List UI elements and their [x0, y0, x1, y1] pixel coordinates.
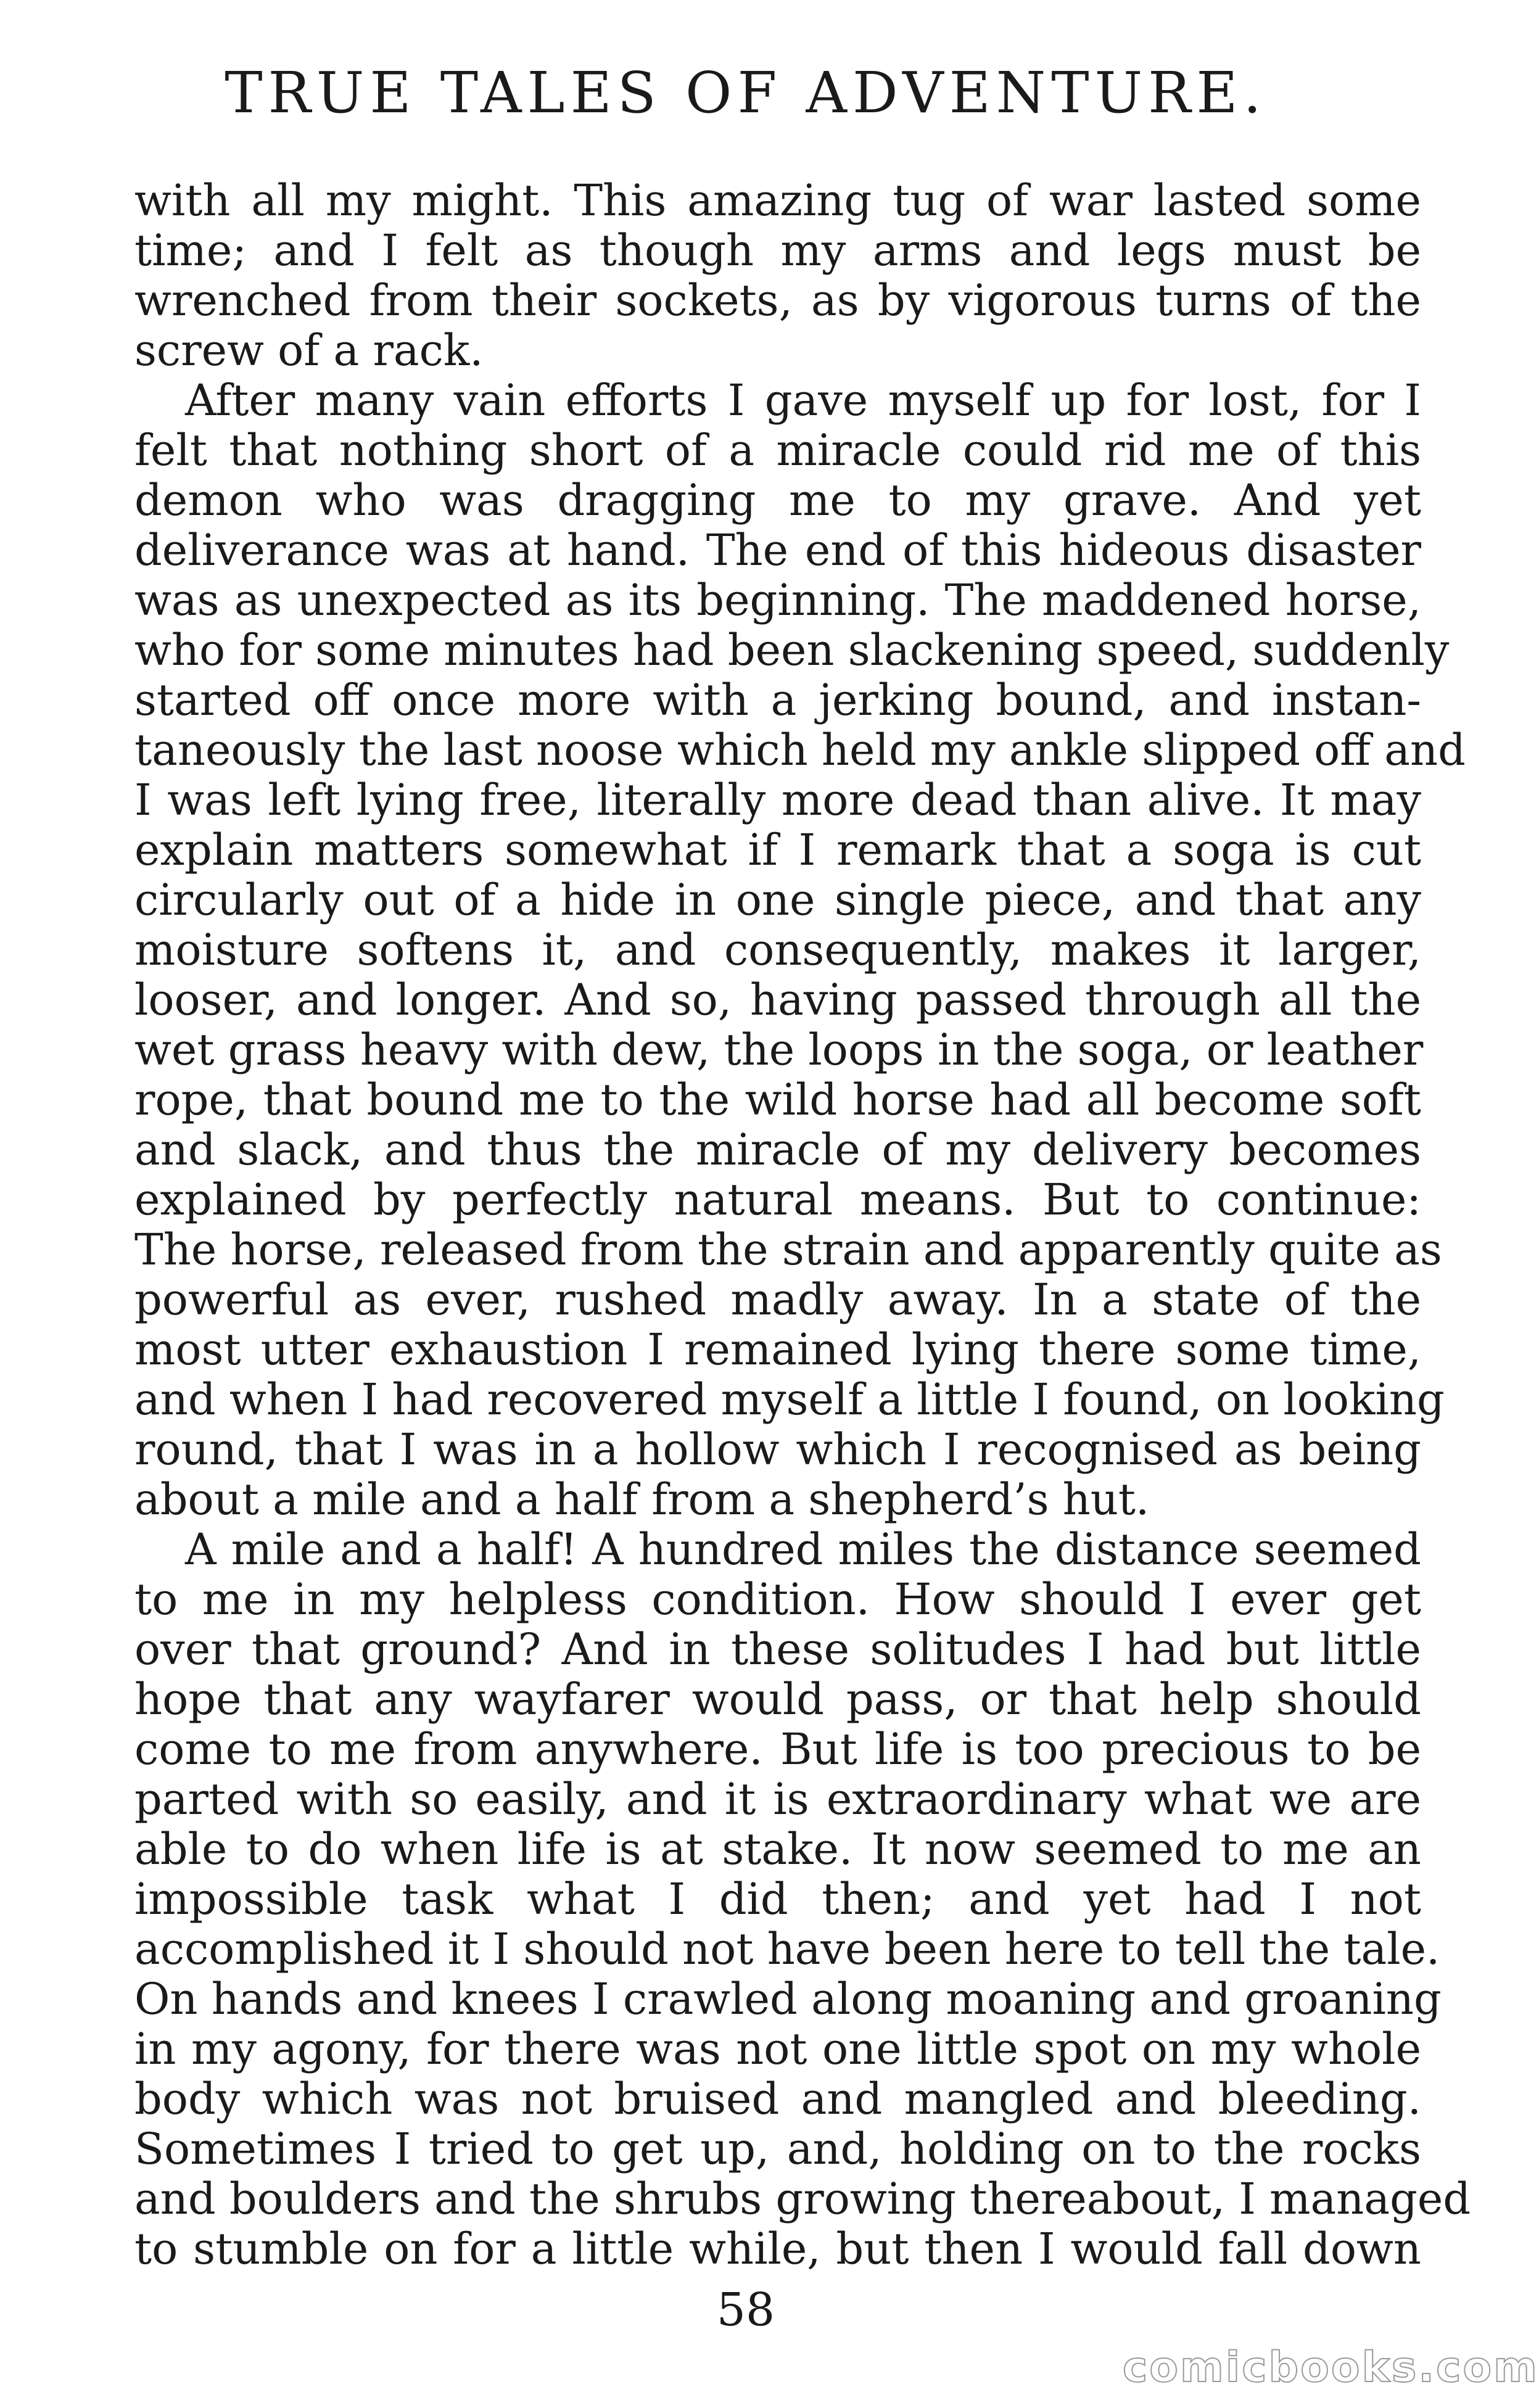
text-line: who for some minutes had been slackening speed, suddenly [134, 625, 1450, 675]
text-line: looser, and longer. And so, having passed through all the [134, 975, 1421, 1025]
text-line: body which was not bruised and mangled and bleeding. [134, 2074, 1421, 2124]
body-text [134, 175, 1471, 2274]
text-line: started off once more with a jerking bound, and instan- [134, 675, 1421, 725]
text-line: round, that I was in a hollow which I recognised as being [134, 1424, 1421, 1475]
page-number: 58 [716, 2283, 775, 2336]
text-line: wrenched from their sockets, as by vigorous turns of the [134, 275, 1421, 326]
text-line: On hands and knees I crawled along moaning and groaning [134, 1974, 1442, 2024]
text-line: rope, that bound me to the wild horse had all become soft [134, 1074, 1421, 1125]
text-line: time; and I felt as though my arms and legs must be [134, 225, 1421, 276]
text-line: parted with so easily, and it is extraordinary what we are [134, 1774, 1421, 1825]
text-line: explained by perfectly natural means. But to continue: [134, 1174, 1421, 1225]
text-line: A mile and a half! A hundred miles the distance seemed [185, 1524, 1421, 1575]
text-line: to stumble on for a little while, but then I would fall down [134, 2224, 1421, 2274]
text-line: deliverance was at hand. The end of this hideous disaster [134, 525, 1421, 575]
text-line: After many vain efforts I gave myself up for lost, for I [185, 375, 1421, 426]
text-line: impossible task what I did then; and yet had I not [134, 1874, 1421, 1924]
running-head: TRUE TALES OF ADVENTURE. [225, 60, 1267, 126]
text-line: screw of a rack. [134, 325, 484, 376]
text-line: about a mile and a half from a shepherd’s hut. [134, 1474, 1150, 1525]
text-line: most utter exhaustion I remained lying there some time, [134, 1324, 1421, 1375]
text-line: in my agony, for there was not one little spot on my whole [134, 2024, 1421, 2074]
text-line: and boulders and the shrubs growing thereabout, I managed [134, 2174, 1471, 2224]
text-line: able to do when life is at stake. It now seemed to me an [134, 1824, 1421, 1874]
text-line: to me in my helpless condition. How should I ever get [134, 1574, 1421, 1625]
text-line: Sometimes I tried to get up, and, holding on to the rocks [134, 2124, 1421, 2174]
text-line: accomplished it I should not have been here to tell the tale. [134, 1924, 1440, 1974]
text-line: felt that nothing short of a miracle could rid me of this [134, 425, 1421, 476]
text-line: was as unexpected as its beginning. The maddened horse, [134, 575, 1421, 625]
text-line: wet grass heavy with dew, the loops in the soga, or leather [134, 1025, 1424, 1075]
text-line: taneously the last noose which held my ankle slipped off and [134, 725, 1466, 775]
text-line: and slack, and thus the miracle of my delivery becomes [134, 1124, 1421, 1175]
text-line: and when I had recovered myself a little I found, on looking [134, 1374, 1445, 1425]
text-line: I was left lying free, literally more dead than alive. It may [134, 775, 1421, 825]
text-line: with all my might. This amazing tug of war lasted some [134, 175, 1421, 226]
text-line: powerful as ever, rushed madly away. In a state of the [134, 1274, 1421, 1325]
text-line: moisture softens it, and consequently, makes it larger, [134, 925, 1421, 975]
text-line: hope that any wayfarer would pass, or that help should [134, 1674, 1421, 1725]
site-watermark: comicbooks.com [1123, 2343, 1539, 2392]
text-line: explain matters somewhat if I remark that a soga is cut [134, 825, 1421, 875]
text-line: come to me from anywhere. But life is too precious to be [134, 1724, 1421, 1775]
text-line: demon who was dragging me to my grave. And yet [134, 475, 1421, 526]
text-line: The horse, released from the strain and apparently quite as [134, 1224, 1442, 1275]
text-line: circularly out of a hide in one single piece, and that any [134, 875, 1421, 925]
text-line: over that ground? And in these solitudes I had but little [134, 1624, 1421, 1675]
